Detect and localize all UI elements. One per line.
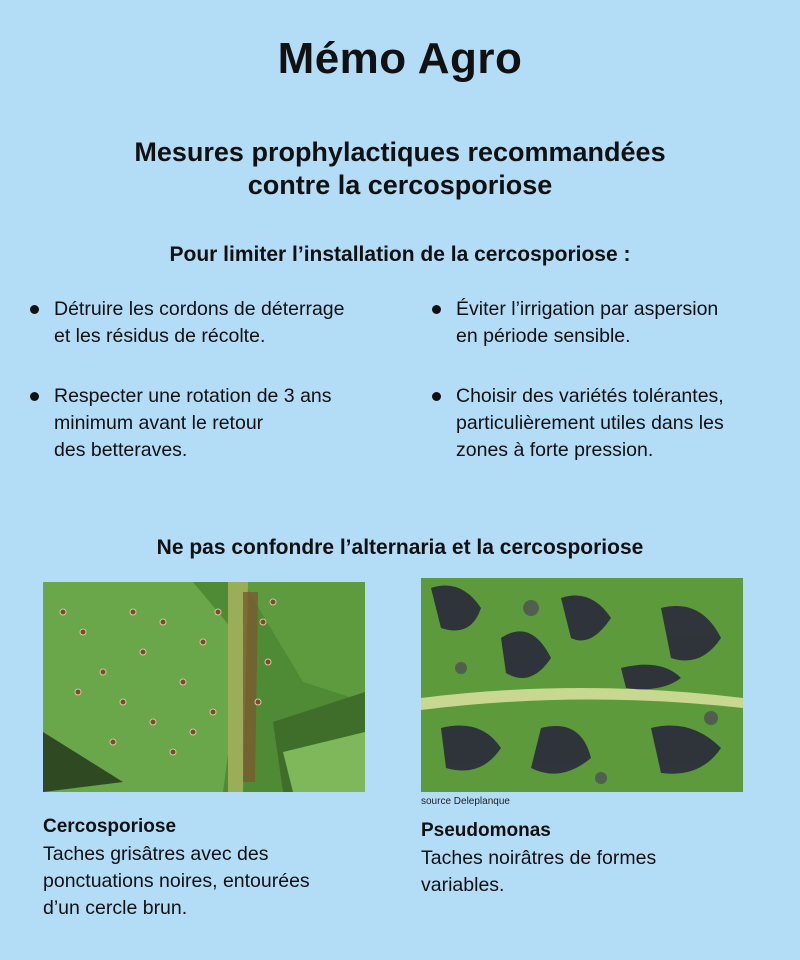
bullet-item-4 [432, 383, 800, 464]
bullet-1-line-2: et les résidus de récolte. [54, 325, 266, 347]
pseudomonas-description [421, 845, 761, 899]
bullet-1-line-1: Détruire les cordons de déterrage [54, 298, 345, 320]
pseudomonas-desc-line-2: variables. [421, 874, 505, 896]
pseudomonas-leaf-image [421, 578, 743, 792]
pseudomonas-name: Pseudomonas [421, 820, 551, 841]
bullet-3-line-1: Respecter une rotation de 3 ans [54, 385, 332, 407]
subtitle-line-2: contre la cercosporiose [247, 170, 553, 200]
cercosporiose-name: Cercosporiose [43, 816, 177, 837]
bullet-4-line-2: particulièrement utiles dans les [456, 412, 724, 434]
cercosporiose-leaf-image [43, 582, 365, 792]
bullet-4-line-1: Choisir des variétés tolérantes, [456, 385, 724, 407]
page-title: Mémo Agro [277, 34, 523, 83]
bullet-item-3 [30, 383, 404, 464]
bullet-4-line-3: zones à forte pression. [456, 439, 654, 461]
bullet-2-line-2: en période sensible. [456, 325, 631, 347]
bullet-3-line-2: minimum avant le retour [54, 412, 264, 434]
section-heading-measures: Pour limiter l’installation de la cercosporiose : [169, 243, 631, 266]
pseudomonas-caption [421, 820, 761, 899]
cercosporiose-desc-line-3: d’un cercle brun. [43, 897, 188, 919]
cercosporiose-photo [43, 582, 365, 792]
pseudomonas-photo [421, 578, 743, 792]
cercosporiose-description [43, 841, 383, 922]
cercosporiose-desc-line-2: ponctuations noires, entourées [43, 870, 310, 892]
photo-source: source Deleplanque [421, 796, 510, 807]
page-subtitle [0, 136, 800, 202]
section-heading-compare: Ne pas confondre l’alternaria et la cercosporiose [156, 536, 644, 559]
pseudomonas-desc-line-1: Taches noirâtres de formes [421, 847, 657, 869]
bullet-2-line-1: Éviter l’irrigation par aspersion [456, 298, 719, 320]
bullet-3-line-3: des betteraves. [54, 439, 188, 461]
cercosporiose-caption [43, 816, 383, 922]
cercosporiose-desc-line-1: Taches grisâtres avec des [43, 843, 269, 865]
bullet-item-2 [432, 296, 800, 350]
bullet-item-1 [30, 296, 404, 350]
subtitle-line-1: Mesures prophylactiques recommandées [134, 137, 666, 167]
